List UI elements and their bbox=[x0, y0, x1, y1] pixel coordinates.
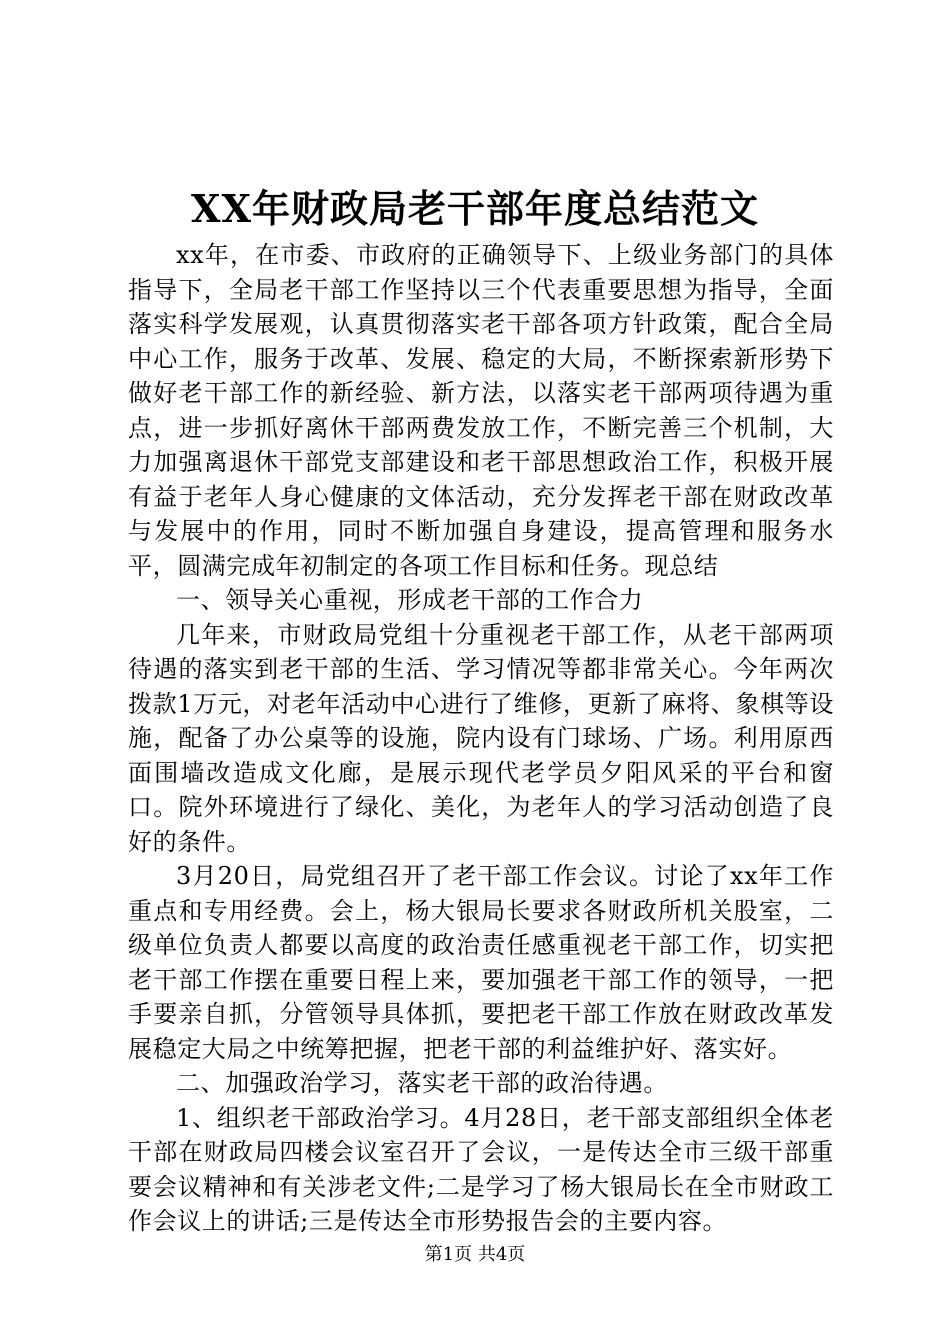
document-body bbox=[128, 238, 834, 1239]
page-footer: 第1页 共4页 bbox=[424, 1244, 526, 1265]
section-heading-2: 二、加强政治学习，落实老干部的政治待遇。 bbox=[176, 1069, 668, 1097]
paragraph-meeting: 3月20日，局党组召开了老干部工作会议。讨论了xx年工作重点和专用经费。会上，杨大银局长要求各财政所机关股室，二级单位负责人都要以高度的政治责任感重视老干部工作，切实把老干部工作摆在重要日程上来，要加强老干部工作的领导，一把手要亲自抓，分管领导具体抓，要把老干部工作放在财政改革发展稳定大局之中统筹把握，把老干部的利益维护好、落实好。 bbox=[128, 862, 834, 1063]
paragraph-intro: xx年，在市委、市政府的正确领导下、上级业务部门的具体指导下，全局老干部工作坚持以三个代表重要思想为指导，全面落实科学发展观，认真贯彻落实老干部各项方针政策，配合全局中心工作，服务于改革、发展、稳定的大局，不断探索新形势下做好老干部工作的新经验、新方法，以落实老干部两项待遇为重点，进一步抓好离休干部两费发放工作，不断完善三个机制，大力加强离退休干部党支部建设和老干部思想政治工作，积极开展有益于老年人身心健康的文体活动，充分发挥老干部在财政改革与发展中的作用，同时不断加强自身建设，提高管理和服务水平，圆满完成年初制定的各项工作目标和任务。现总结 bbox=[128, 241, 834, 580]
document-title: XX年财政局老干部年度总结范文 bbox=[191, 186, 759, 231]
paragraph-leadership: 几年来，市财政局党组十分重视老干部工作，从老干部两项待遇的落实到老干部的生活、学习情况等都非常关心。今年两次拨款1万元，对老年活动中心进行了维修，更新了麻将、象棋等设施，配备了办公桌等的设施，院内设有门球场、广场。利用原西面围墙改造成文化廊，是展示现代老学员夕阳风采的平台和窗口。院外环境进行了绿化、美化，为老年人的学习活动创造了良好的条件。 bbox=[128, 620, 834, 856]
paragraph-political-study: 1、组织老干部政治学习。4月28日，老干部支部组织全体老干部在财政局四楼会议室召开了会议，一是传达全市三级干部重要会议精神和有关涉老文件;二是学习了杨大银局长在全市财政工作会议上的讲话;三是传达全市形势报告会的主要内容。 bbox=[128, 1103, 834, 1235]
section-heading-1: 一、领导关心重视，形成老干部的工作合力 bbox=[176, 586, 644, 614]
